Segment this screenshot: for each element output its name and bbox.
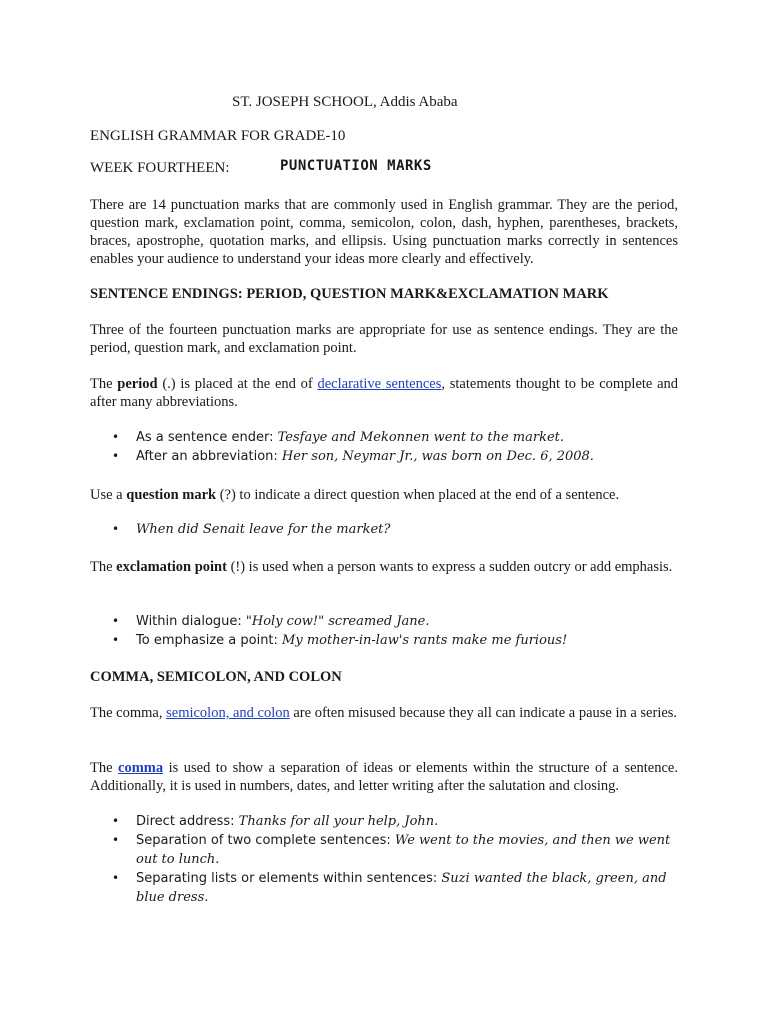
list-item: [112, 447, 682, 466]
example-text: We went to the movies, and then we went out to lunch.: [136, 833, 671, 867]
question-examples-list: [112, 520, 682, 539]
list-item: [112, 612, 682, 631]
text-fragment: (!) is used when a person wants to express a sudden outcry or add emphasis.: [226, 559, 673, 575]
example-label: After an abbreviation:: [136, 449, 282, 464]
exclamation-examples-list: [112, 612, 682, 650]
text-fragment: The: [90, 559, 117, 575]
text-fragment: (?) to indicate a direct question when placed at the end of a sentence.: [216, 487, 620, 503]
bullet-icon: •: [112, 614, 120, 628]
week-title: PUNCTUATION MARKS: [280, 158, 432, 174]
text-fragment: are often misused because they all can indicate a pause in a series.: [289, 705, 678, 721]
term-exclamation-point: exclamation point: [116, 559, 227, 575]
example-text: My mother-in-law's rants make me furious!: [282, 633, 568, 648]
example-text: Tesfaye and Mekonnen went to the market.: [277, 430, 565, 445]
example-text: Her son, Neymar Jr., was born on Dec. 6, 2008.: [281, 449, 594, 464]
bullet-icon: •: [112, 522, 120, 536]
bullet-icon: •: [112, 833, 120, 847]
comma-paragraph: [90, 759, 678, 795]
school-name: ST. JOSEPH SCHOOL, Addis Ababa: [232, 94, 458, 110]
list-item: [112, 812, 682, 831]
comma-examples-list: [112, 812, 682, 907]
bullet-icon: •: [112, 814, 120, 828]
week-line: [90, 158, 432, 177]
example-label: Direct address:: [136, 814, 239, 829]
question-mark-paragraph: [90, 486, 678, 504]
declarative-sentences-link[interactable]: declarative sentences: [317, 376, 442, 392]
example-label: To emphasize a point:: [136, 633, 283, 648]
list-item: [112, 831, 682, 869]
text-fragment: is used to show a separation of ideas or elements within the structure of a sentence. Additionally, it is used in numbers, dates, and letter writing after the salutation and closing.: [90, 760, 678, 794]
list-item: [112, 631, 682, 650]
text-fragment: Use a: [90, 487, 127, 503]
list-item: [112, 428, 682, 447]
example-text: Suzi wanted the black, green, and blue dress.: [136, 871, 667, 905]
example-label: Within dialogue:: [136, 614, 246, 629]
example-label: Separating lists or elements within sentences:: [136, 871, 442, 886]
bullet-icon: •: [112, 430, 120, 444]
example-label: Separation of two complete sentences:: [136, 833, 395, 848]
example-text: "Holy cow!" screamed Jane.: [245, 614, 430, 629]
bullet-icon: •: [112, 449, 120, 463]
comma-link[interactable]: comma: [118, 760, 164, 776]
exclamation-paragraph: [90, 558, 678, 576]
list-item: [112, 520, 682, 539]
text-fragment: The: [90, 760, 119, 776]
comma-semicolon-intro: [90, 704, 678, 722]
term-question-mark: question mark: [126, 487, 217, 503]
list-item: [112, 869, 682, 907]
bullet-icon: •: [112, 871, 120, 885]
text-fragment: The comma,: [90, 705, 167, 721]
section-heading-sentence-endings: SENTENCE ENDINGS: PERIOD, QUESTION MARK&EXCLAMATION MARK: [90, 286, 609, 302]
example-label: As a sentence ender:: [136, 430, 278, 445]
example-text: When did Senait leave for the market?: [136, 522, 391, 537]
text-fragment: , statements thought to be complete and after many abbreviations.: [90, 376, 679, 410]
intro-paragraph: There are 14 punctuation marks that are commonly used in English grammar. They are the period, question mark, exclamation point, comma, semicolon, colon, dash, hyphen, parentheses, brackets, braces, apostrophe, quotation marks, and ellipsis. Using punctuation marks correctly in sentences enables your audience to understand your ideas more clearly and effectively.: [90, 197, 678, 267]
sentence-endings-intro: Three of the fourteen punctuation marks are appropriate for use as sentence endings. They are the period, question mark, and exclamation point.: [90, 322, 678, 356]
period-examples-list: [112, 428, 682, 466]
week-label: WEEK FOURTHEEN:: [90, 160, 230, 176]
term-period: period: [117, 376, 158, 392]
bullet-icon: •: [112, 633, 120, 647]
semicolon-colon-link[interactable]: semicolon, and colon: [166, 705, 290, 721]
text-fragment: The: [90, 376, 118, 392]
text-fragment: (.) is placed at the end of: [157, 376, 318, 392]
example-text: Thanks for all your help, John.: [238, 814, 439, 829]
period-paragraph: [90, 375, 678, 411]
course-title: ENGLISH GRAMMAR FOR GRADE-10: [90, 128, 346, 144]
section-heading-comma: COMMA, SEMICOLON, AND COLON: [90, 669, 342, 685]
